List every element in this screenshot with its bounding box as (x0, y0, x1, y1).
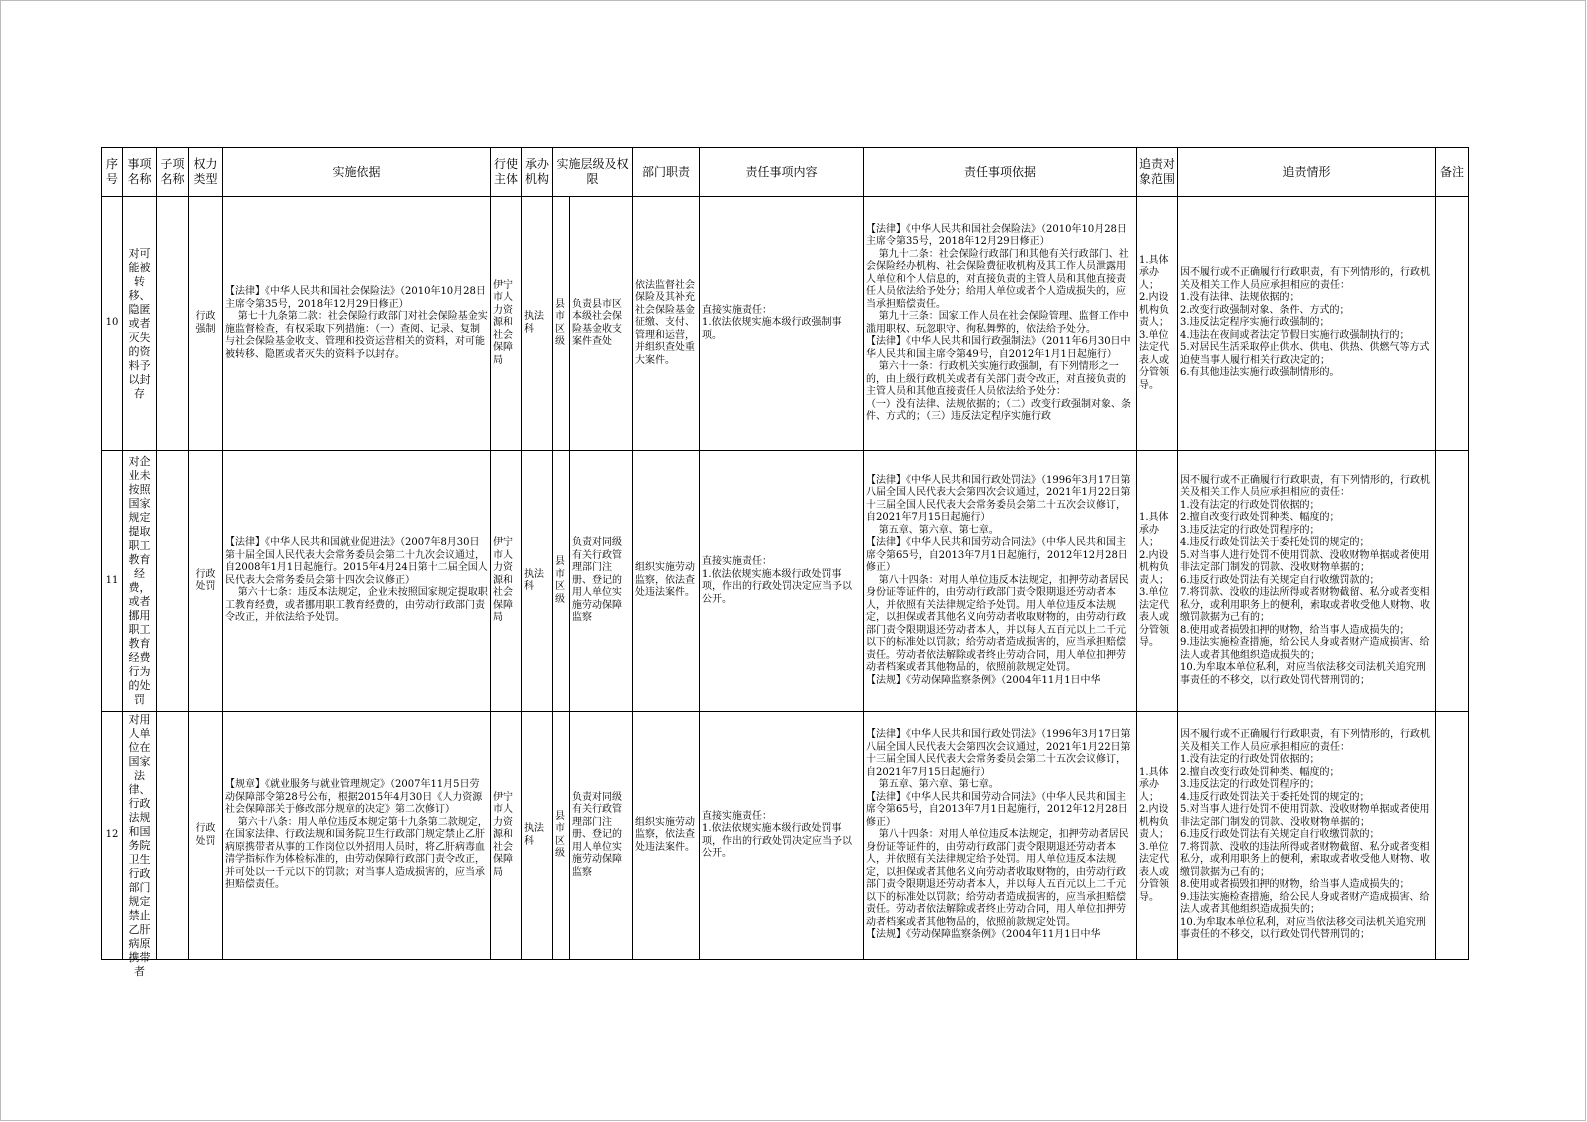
table-row (102, 712, 1469, 960)
row-situation (1178, 451, 1436, 712)
header-resp-content: 责任事项内容 (700, 148, 864, 197)
row-sub-name (157, 197, 189, 451)
row-dept-duty: 组织实施劳动监察，依法查处违法案件。 (633, 451, 700, 712)
row-dept-duty: 依法监督社会保险及其补充社会保险基金征缴、支付、管理和运营，并组织查处重大案件。 (633, 197, 700, 451)
row-item-name-text: 对用人单位在国家法律、行政法规和国务院卫生行政部门规定禁止乙肝病原携带者 (128, 713, 151, 978)
row-org: 执法科 (522, 197, 553, 451)
row-dept-duty: 组织实施劳动监察，依法查处违法案件。 (633, 712, 700, 960)
row-remark (1436, 712, 1469, 960)
header-situation: 追责情形 (1178, 148, 1436, 197)
header-org: 承办机构 (522, 148, 553, 197)
row-remark (1436, 197, 1469, 451)
row-item-name: 对可能被转移、隐匿或者灭失的资料予以封存 (123, 197, 157, 451)
row-situation-text: 因不履行或不正确履行行政职责，有下列情形的，行政机关及相关工作人员应承担相应的责任： 1.没有法律、法规依据的； 2.改变行政强制对象、条件、方式的； 3.违反法定程序实施行政强制的； 4.违法在夜间或者法定节假日实施行政强制执行的； 5.对居民生活采取停止供水、供电、供热、供燃气等方式迫使当事人履行相关行政决定的； 6.有其他违法实施行政强制情形的。 (1180, 267, 1431, 379)
header-subject: 行使主体 (491, 148, 522, 197)
row-level-b: 负责县市区本级社会保险基金收支案件查处 (570, 197, 633, 451)
header-power-type: 权力类型 (189, 148, 223, 197)
row-remark (1436, 451, 1469, 712)
row-power-type: 行政处罚 (189, 451, 223, 712)
row-seq: 11 (102, 451, 123, 712)
row-resp-basis-text: 【法律】《中华人民共和国行政处罚法》（1996年3月17日第八届全国人民代表大会第四次会议通过，2021年1月22日第十三届全国人民代表大会常务委员会第二十五次会议修订，自2021年7月15日起施行） 第五章、第六章、第七章。 【法律】《中华人民共和国劳动合同法》（中华人民共和国主席令第65号，自2013年7月1日起施行，2012年12月28日修正） 第八十四条：对用人单位违反本法规定，扣押劳动者居民身份证等证件的，由劳动行政部门责令限期退还劳动者本人，并依照有关法律规定给予处罚。用人单位违反本法规定，以担保或者其他名义向劳动者收取财物的，由劳动行政部门责令限期退还劳动者本人，并以每人五百元以上二千元以下的标准处以罚款；给劳动者造成损害的，应当承担赔偿责任。劳动者依法解除或者终止劳动合同，用人单位扣押劳动者档案或者其他物品的，依照前款规定处罚。 【法规】《劳动保障监察条例》（2004年11月1日中华 (866, 729, 1131, 941)
row-situation-text: 因不履行或不正确履行行政职责，有下列情形的，行政机关及相关工作人员应承担相应的责任： 1.没有法定的行政处罚依据的； 2.擅自改变行政处罚种类、幅度的； 3.违反法定的行政处罚程序的； 4.违反行政处罚法关于委托处罚的规定的； 5.对当事人进行处罚不使用罚款、没收财物单据或者使用非法定部门制发的罚款、没收财物单据的； 6.违反行政处罚法有关规定自行收缴罚款的； 7.将罚款、没收的违法所得或者财物截留、私分或者变相私分，或利用职务上的便利，索取或者收受他人财物、收缴罚款据为己有的； 8.使用或者损毁扣押的财物，给当事人造成损失的； 9.违法实施检查措施，给公民人身或者财产造成损害、给法人或者其他组织造成损失的； 10.为牟取本单位私利，对应当依法移交司法机关追究刑事责任的不移交，以行政处罚代替刑罚的； (1180, 474, 1431, 686)
row-resp-basis (864, 712, 1137, 960)
row-scope: 1.具体承办人； 2.内设机构负责人； 3.单位法定代表人或分管领导。 (1137, 197, 1178, 451)
row-level-a: 县市区级 (553, 451, 570, 712)
row-resp-basis-text: 【法律】《中华人民共和国社会保险法》（2010年10月28日主席令第35号，2018年12月29日修正） 第九十二条：社会保险行政部门和其他有关行政部门、社会保险经办机构、社会保险费征收机构及其工作人员泄露用人单位和个人信息的，对直接负责的主管人员和其他直接责任人员依法给予处分；给用人单位或者个人造成损失的，应当承担赔偿责任。 第九十三条：国家工作人员在社会保险管理、监督工作中滥用职权、玩忽职守、徇私舞弊的，依法给予处分。 【法律】《中华人民共和国行政强制法》（2011年6月30日中华人民共和国主席令第49号，自2012年1月1日起施行） 第六十一条：行政机关实施行政强制，有下列情形之一的，由上级行政机关或者有关部门责令改正，对直接负责的主管人员和其他直接责任人员依法给予处分： （一）没有法律、法规依据的；（二）改变行政强制对象、条件、方式的；（三）违反法定程序实施行政 (866, 223, 1132, 422)
header-seq: 序号 (102, 148, 123, 197)
header-row (102, 148, 1469, 197)
row-item-name (123, 712, 157, 978)
row-subject: 伊宁市人力资源和社会保障局 (491, 712, 522, 960)
header-sub-name: 子项名称 (157, 148, 189, 197)
row-power-type: 行政强制 (189, 197, 223, 451)
row-level-b: 负责对同级有关行政管理部门注册、登记的用人单位实施劳动保障监察 (570, 451, 633, 712)
row-sub-name (157, 451, 189, 712)
table-row (102, 197, 1469, 451)
row-situation (1178, 197, 1436, 451)
row-sub-name (157, 712, 189, 960)
header-level: 实施层级及权限 (553, 148, 633, 197)
row-resp-content: 直接实施责任： 1.依法依规实施本级行政处罚事项，作出的行政处罚决定应当予以公开。 (700, 451, 864, 712)
row-scope: 1.具体承办人； 2.内设机构负责人； 3.单位法定代表人或分管领导。 (1137, 712, 1178, 960)
row-basis (223, 712, 491, 960)
row-basis-text: 【法律】《中华人民共和国社会保险法》（2010年10月28日主席令第35号，2018年12月29日修正） 第七十九条第二款：社会保险行政部门对社会保险基金实施监督检查，有权采取下列措施：（一）查阅、记录、复制与社会保险基金收支、管理和投资运营相关的资料，对可能被转移、隐匿或者灭失的资料予以封存。 (225, 286, 488, 360)
row-subject: 伊宁市人力资源和社会保障局 (491, 451, 522, 712)
header-basis: 实施依据 (223, 148, 491, 197)
row-power-type: 行政处罚 (189, 712, 223, 960)
row-level-a: 县市区级 (553, 197, 570, 451)
header-remark: 备注 (1436, 148, 1469, 197)
row-basis-text: 【规章】《就业服务与就业管理规定》（2007年11月5日劳动保障部令第28号公布，根据2015年4月30日《人力资源社会保障部关于修改部分规章的决定》第二次修订） 第六十八条：用人单位违反本规定第十九条第二款规定，在国家法律、行政法规和国务院卫生行政部门规定禁止乙肝病原携带者从事的工作岗位以外招用人员时，将乙肝病毒血清学指标作为体检标准的，由劳动保障行政部门责令改正，并可处以一千元以下的罚款；对当事人造成损害的，应当承担赔偿责任。 (225, 779, 488, 891)
row-subject: 伊宁市人力资源和社会保障局 (491, 197, 522, 451)
row-org: 执法科 (522, 712, 553, 960)
table-row (102, 451, 1469, 712)
row-item-name-text: 对企业未按照国家规定提取职工教育经费，或者挪用职工教育经费行为的处罚 (128, 455, 151, 706)
row-resp-basis (864, 197, 1137, 451)
row-scope: 1.具体承办人； 2.内设机构负责人； 3.单位法定代表人或分管领导。 (1137, 451, 1178, 712)
row-level-a: 县市区级 (553, 712, 570, 960)
header-resp-basis: 责任事项依据 (864, 148, 1137, 197)
row-resp-basis (864, 451, 1137, 712)
row-resp-content: 直接实施责任： 1.依法依规实施本级行政处罚事项，作出的行政处罚决定应当予以公开。 (700, 712, 864, 960)
row-resp-basis-text: 【法律】《中华人民共和国行政处罚法》（1996年3月17日第八届全国人民代表大会第四次会议通过，2021年1月22日第十三届全国人民代表大会常务委员会第二十五次会议修订，自2021年7月15日起施行） 第五章、第六章、第七章。 【法律】《中华人民共和国劳动合同法》（中华人民共和国主席令第65号，自2013年7月1日起施行，2012年12月28日修正） 第八十四条：对用人单位违反本法规定，扣押劳动者居民身份证等证件的，由劳动行政部门责令限期退还劳动者本人，并依照有关法律规定给予处罚。用人单位违反本法规定，以担保或者其他名义向劳动者收取财物的，由劳动行政部门责令限期退还劳动者本人，并以每人五百元以上二千元以下的标准处以罚款；给劳动者造成损害的，应当承担赔偿责任。劳动者依法解除或者终止劳动合同，用人单位扣押劳动者档案或者其他物品的，依照前款规定处罚。 【法规】《劳动保障监察条例》（2004年11月1日中华 (866, 474, 1131, 686)
header-scope: 追责对象范围 (1137, 148, 1178, 197)
responsibility-table (101, 147, 1469, 978)
row-item-name (123, 451, 157, 712)
row-situation-text: 因不履行或不正确履行行政职责，有下列情形的，行政机关及相关工作人员应承担相应的责任： 1.没有法定的行政处罚依据的； 2.擅自改变行政处罚种类、幅度的； 3.违反法定的行政处罚程序的； 4.违反行政处罚法关于委托处罚的规定的； 5.对当事人进行处罚不使用罚款、没收财物单据或者使用非法定部门制发的罚款、没收财物单据的； 6.违反行政处罚法有关规定自行收缴罚款的； 7.将罚款、没收的违法所得或者财物截留、私分或者变相私分，或利用职务上的便利，索取或者收受他人财物、收缴罚款据为己有的； 8.使用或者损毁扣押的财物，给当事人造成损失的； 9.违法实施检查措施，给公民人身或者财产造成损害、给法人或者其他组织造成损失的； 10.为牟取本单位私利，对应当依法移交司法机关追究刑事责任的不移交，以行政处罚代替刑罚的； (1180, 729, 1431, 941)
row-basis-text: 【法律】《中华人民共和国就业促进法》（2007年8月30日第十届全国人民代表大会常务委员会第二十九次会议通过，自2008年1月1日起施行。2015年4月24日第十二届全国人民代表大会常务委员会第十四次会议修正） 第六十七条：违反本法规定，企业未按照国家规定提取职工教育经费，或者挪用职工教育经费的，由劳动行政部门责令改正，并依法给予处罚。 (225, 537, 488, 624)
row-basis (223, 451, 491, 712)
row-seq: 10 (102, 197, 123, 451)
row-situation (1178, 712, 1436, 960)
row-org: 执法科 (522, 451, 553, 712)
row-resp-content: 直接实施责任： 1.依法依规实施本级行政强制事项。 (700, 197, 864, 451)
header-item-name: 事项名称 (123, 148, 157, 197)
row-level-b: 负责对同级有关行政管理部门注册、登记的用人单位实施劳动保障监察 (570, 712, 633, 960)
row-basis (223, 197, 491, 451)
row-seq: 12 (102, 712, 123, 960)
header-dept-duty: 部门职责 (633, 148, 700, 197)
